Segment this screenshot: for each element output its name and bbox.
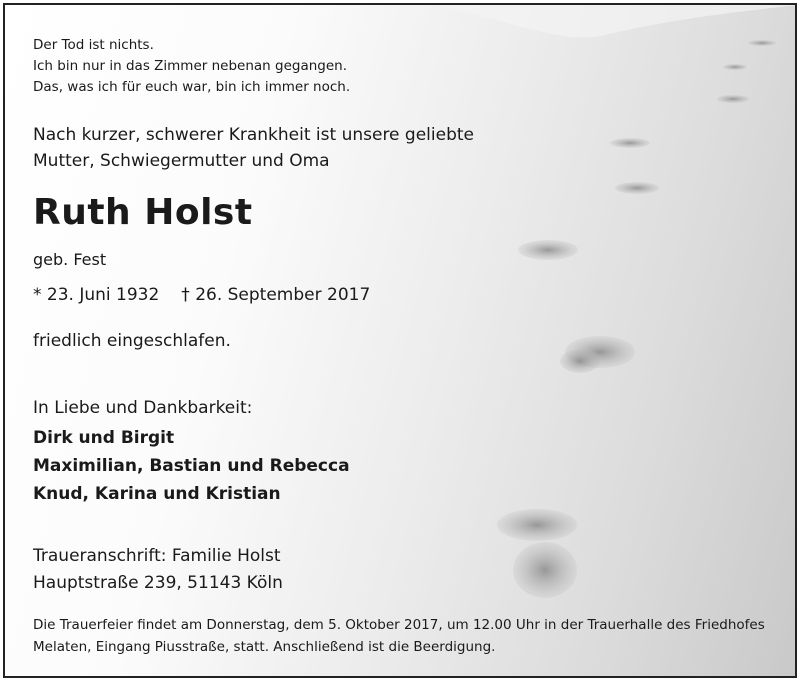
birth-date: * 23. Juni 1932: [33, 285, 160, 305]
quote-line: Der Tod ist nichts.: [33, 37, 154, 53]
death-date: † 26. September 2017: [181, 285, 371, 305]
intro-text: [33, 122, 474, 174]
mourner-name: Dirk und Birgit: [33, 428, 175, 448]
deceased-name: Ruth Holst: [33, 192, 253, 233]
quote-line: Das, was ich für euch war, bin ich immer noch.: [33, 79, 351, 95]
address-line: Hauptstraße 239, 51143 Köln: [33, 573, 283, 593]
mourner-name: Maximilian, Bastian und Rebecca: [33, 456, 350, 476]
address-line: Traueranschrift: Familie Holst: [33, 546, 281, 566]
funeral-notice: Die Trauerfeier findet am Donnerstag, dem 5. Oktober 2017, um 12.00 Uhr in der Trauerhalle des Friedhofes Melaten, Eingang Piusstraße, statt. Anschließend ist die Beerdigung.: [33, 617, 765, 655]
birth-name: geb. Fest: [33, 250, 107, 269]
mourners-list: [33, 424, 350, 508]
quote-block: [33, 35, 350, 98]
quote-line: Ich bin nur in das Zimmer nebenan gegangen.: [33, 58, 347, 74]
life-dates: [33, 285, 370, 305]
mourner-name: Knud, Karina und Kristian: [33, 484, 281, 504]
remark-text: friedlich eingeschlafen.: [33, 331, 231, 351]
mourning-address: [33, 543, 283, 597]
intro-line: Mutter, Schwiegermutter und Oma: [33, 151, 330, 171]
obituary-card: [3, 3, 797, 678]
mourners-intro: In Liebe und Dankbarkeit:: [33, 398, 253, 418]
intro-line: Nach kurzer, schwerer Krankheit ist unsere geliebte: [33, 125, 474, 145]
